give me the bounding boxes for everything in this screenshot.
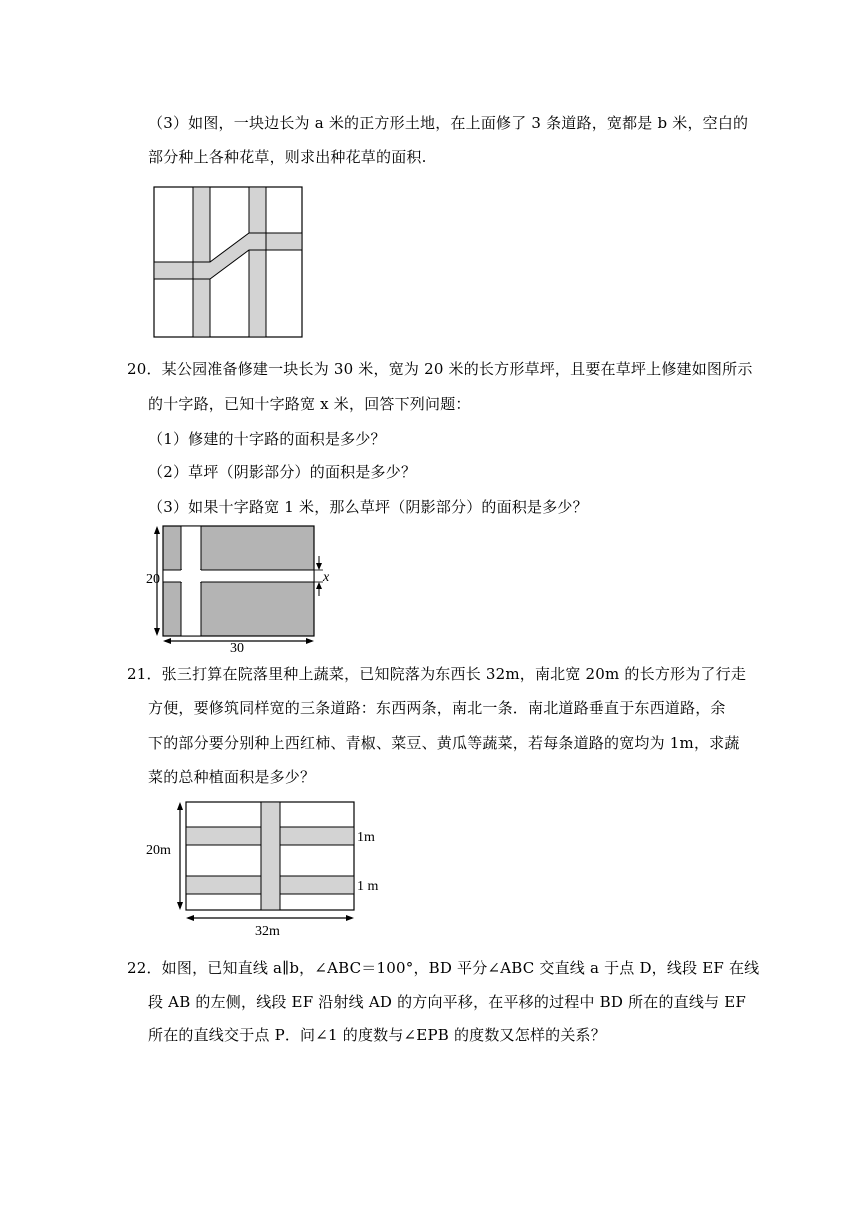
- q22-text-line1: 22．如图，已知直线 a∥b，∠ABC＝100°，BD 平分∠ABC 交直线 a 于点 D，线段 EF 在线: [127, 959, 760, 977]
- q20-road-width-label: x: [323, 570, 330, 585]
- q21-text-line4: 菜的总种植面积是多少？: [148, 768, 316, 786]
- q21-garden-figure: [145, 796, 385, 940]
- q19-road-vertical-right: [249, 187, 266, 337]
- q19-3-text-line2: 部分种上各种花草，则求出种花草的面积.: [148, 148, 427, 166]
- q21-height-label: 20m: [146, 843, 171, 858]
- q20-sub3: （3）如果十字路宽 1 米，那么草坪（阴影部分）的面积是多少？: [148, 498, 588, 516]
- q20-sub2: （2）草坪（阴影部分）的面积是多少？: [148, 463, 417, 481]
- q22-text-line3: 所在的直线交于点 P．问∠1 的度数与∠EPB 的度数又怎样的关系？: [148, 1026, 606, 1044]
- q20-text-line2: 的十字路，已知十字路宽 x 米，回答下列问题：: [148, 395, 471, 413]
- q21-road1-label: 1m: [357, 830, 375, 845]
- q21-text-line3: 下的部分要分别种上西红柿、青椒、菜豆、黄瓜等蔬菜，若每条道路的宽均为 1m，求蔬: [148, 734, 740, 752]
- q20-width-label: 30: [230, 641, 244, 654]
- q20-lawn-figure: [145, 520, 335, 654]
- q21-width-label: 32m: [255, 924, 280, 939]
- q21-text-line2: 方便，要修筑同样宽的三条道路：东西两条，南北一条．南北道路垂直于东西道路，余: [148, 699, 726, 717]
- q19-3-text-line1: （3）如图，一块边长为 a 米的正方形土地，在上面修了 3 条道路，宽都是 b 米，空白的: [148, 114, 749, 132]
- q21-road2-label: 1 m: [357, 879, 379, 894]
- q20-height-label: 20: [146, 572, 160, 587]
- q21-road-north-south: [261, 802, 280, 910]
- q22-text-line2: 段 AB 的左侧，线段 EF 沿射线 AD 的方向平移，在平移的过程中 BD 所在的直线与 EF: [148, 993, 746, 1011]
- q20-text-line1: 20．某公园准备修建一块长为 30 米，宽为 20 米的长方形草坪，且要在草坪上修建如图所示: [127, 360, 753, 378]
- q21-text-line1: 21．张三打算在院落里种上蔬菜，已知院落为东西长 32m，南北宽 20m 的长方形为了行走: [127, 665, 747, 683]
- q20-sub1: （1）修建的十字路的面积是多少？: [148, 430, 386, 448]
- q19-square-figure: [153, 186, 303, 338]
